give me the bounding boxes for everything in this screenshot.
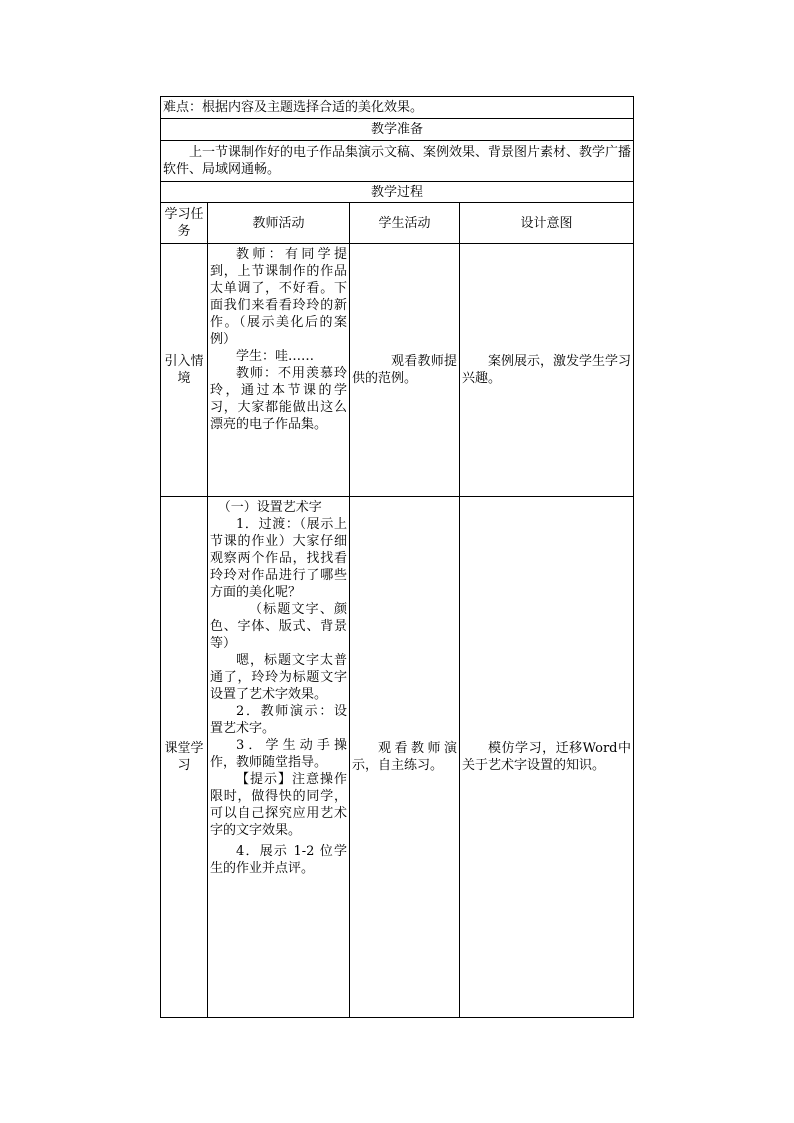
teacher-paragraph: 3．学生动手操作，教师随堂指导。 — [210, 738, 347, 770]
header-teacher: 教师活动 — [208, 203, 350, 244]
table-row — [161, 497, 634, 1018]
teacher-paragraph: 嗯，标题文字太普通了，玲玲为标题文字设置了艺术字效果。 — [210, 653, 347, 702]
teacher-paragraph: 教师：有同学提到，上节课制作的作品太单调了，不好看。下面我们来看看玲玲的新作。（展示美化后的案例） — [210, 247, 347, 347]
prep-cell — [161, 141, 634, 182]
process-title: 教学过程 — [161, 182, 634, 203]
task-cell: 引入情境 — [161, 244, 208, 497]
teacher-paragraph: 2．教师演示：设置艺术字。 — [210, 704, 347, 736]
teacher-paragraph: 教师：不用羡慕玲玲，通过本节课的学习，大家都能做出这么漂亮的电子作品集。 — [210, 366, 347, 432]
prep-title: 教学准备 — [161, 119, 634, 141]
intent-text: 模仿学习，迁移Word中关于艺术字设置的知识。 — [462, 741, 632, 773]
column-header-row — [161, 203, 634, 244]
student-text: 观看教师提供的范例。 — [352, 354, 457, 386]
teacher-paragraph: 【提示】注意操作限时，做得快的同学，可以自己探究应用艺术字的文字效果。 — [210, 772, 347, 838]
teacher-paragraph: （一）设置艺术字 — [217, 500, 322, 515]
teacher-activity-cell — [208, 244, 350, 497]
header-intent: 设计意图 — [460, 203, 634, 244]
intent-text: 案例展示，激发学生学习兴趣。 — [462, 354, 632, 386]
teacher-paragraph: 学生：哇…… — [236, 349, 315, 364]
teacher-paragraph: 1．过渡：（展示上节课的作业）大家仔细观察两个作品，找找看玲玲对作品进行了哪些方面的美化呢？ — [210, 517, 347, 600]
student-activity-cell — [350, 244, 460, 497]
prep-text: 上一节课制作好的电子作品集演示文稿、案例效果、背景图片素材、教学广播软件、局域网通畅。 — [163, 145, 632, 177]
teacher-paragraph: （标题文字、颜色、字体、版式、背景等） — [210, 602, 347, 651]
prep-row — [161, 141, 634, 182]
process-title-row — [161, 182, 634, 203]
table-row — [161, 244, 634, 497]
prep-title-row — [161, 119, 634, 141]
teacher-activity-cell — [208, 497, 350, 1018]
design-intent-cell — [460, 497, 634, 1018]
lesson-plan-table — [160, 96, 634, 1018]
header-task: 学习任务 — [161, 203, 208, 244]
teacher-paragraph: 4．展示 1-2 位学生的作业并点评。 — [210, 844, 347, 876]
difficulty-cell: 难点：根据内容及主题选择合适的美化效果。 — [161, 97, 634, 119]
student-text: 观看教师演示，自主练习。 — [352, 741, 457, 773]
header-student: 学生活动 — [350, 203, 460, 244]
student-activity-cell — [350, 497, 460, 1018]
task-cell: 课堂学习 — [161, 497, 208, 1018]
difficulty-row — [161, 97, 634, 119]
design-intent-cell — [460, 244, 634, 497]
